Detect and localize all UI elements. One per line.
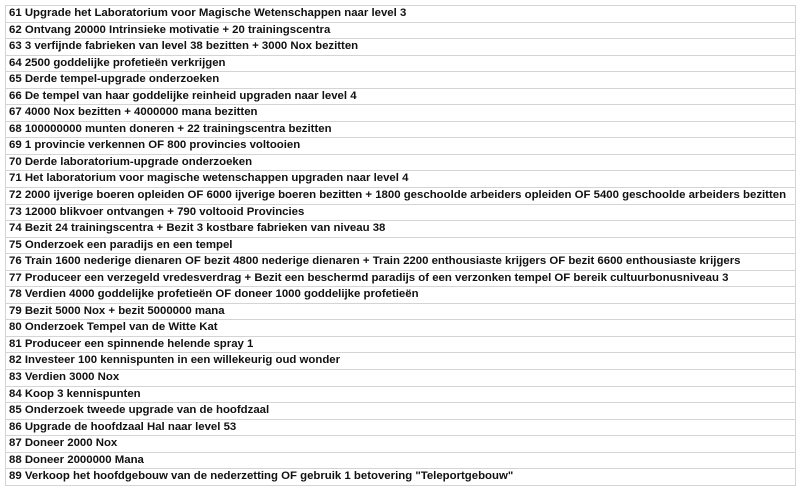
cell[interactable]: 78 Verdien 4000 goddelijke profetieën OF doneer 1000 goddelijke profetieën [6, 287, 796, 303]
cell[interactable]: 61 Upgrade het Laboratorium voor Magische Wetenschappen naar level 3 [6, 6, 796, 22]
cell[interactable]: 71 Het laboratorium voor magische wetenschappen upgraden naar level 4 [6, 171, 796, 187]
table-row [6, 387, 796, 404]
cell[interactable]: 79 Bezit 5000 Nox + bezit 5000000 mana [6, 304, 796, 320]
table-row [6, 420, 796, 437]
cell[interactable]: 63 3 verfijnde fabrieken van level 38 bezitten + 3000 Nox bezitten [6, 39, 796, 55]
cell[interactable]: 75 Onderzoek een paradijs en een tempel [6, 238, 796, 254]
cell[interactable]: 66 De tempel van haar goddelijke reinheid upgraden naar level 4 [6, 89, 796, 105]
cell[interactable]: 87 Doneer 2000 Nox [6, 436, 796, 452]
table-row [6, 221, 796, 238]
cell[interactable]: 88 Doneer 2000000 Mana [6, 453, 796, 469]
cell[interactable]: 76 Train 1600 nederige dienaren OF bezit 4800 nederige dienaren + Train 2200 enthousiaste krijgers OF bezit 6600 enthousiaste krijgers [6, 254, 796, 270]
table-row [6, 254, 796, 271]
cell[interactable]: 84 Koop 3 kennispunten [6, 387, 796, 403]
table-row [6, 155, 796, 172]
table-row [6, 453, 796, 470]
table-row [6, 6, 796, 23]
table-row [6, 105, 796, 122]
cell[interactable]: 64 2500 goddelijke profetieën verkrijgen [6, 56, 796, 72]
table-row [6, 56, 796, 73]
table-row [6, 39, 796, 56]
table-row [6, 205, 796, 222]
cell[interactable]: 82 Investeer 100 kennispunten in een willekeurig oud wonder [6, 353, 796, 369]
cell[interactable]: 65 Derde tempel-upgrade onderzoeken [6, 72, 796, 88]
cell[interactable]: 72 2000 ijverige boeren opleiden OF 6000 ijverige boeren bezitten + 1800 geschoolde arbeiders opleiden OF 5400 geschoolde arbeiders bezitten [6, 188, 796, 204]
cell[interactable]: 80 Onderzoek Tempel van de Witte Kat [6, 320, 796, 336]
table-row [6, 469, 796, 486]
cell[interactable]: 73 12000 blikvoer ontvangen + 790 voltooid Provincies [6, 205, 796, 221]
table-row [6, 353, 796, 370]
table-row [6, 403, 796, 420]
table-row [6, 304, 796, 321]
cell[interactable]: 83 Verdien 3000 Nox [6, 370, 796, 386]
cell[interactable]: 62 Ontvang 20000 Intrinsieke motivatie + 20 trainingscentra [6, 23, 796, 39]
table-row [6, 370, 796, 387]
table-row [6, 89, 796, 106]
cell[interactable]: 67 4000 Nox bezitten + 4000000 mana bezitten [6, 105, 796, 121]
table-row [6, 188, 796, 205]
cell[interactable]: 77 Produceer een verzegeld vredesverdrag + Bezit een beschermd paradijs of een verzonken tempel OF bereik cultuurbonusniveau 3 [6, 271, 796, 287]
table-row [6, 271, 796, 288]
table-row [6, 171, 796, 188]
cell[interactable]: 69 1 provincie verkennen OF 800 provincies voltooien [6, 138, 796, 154]
table-row [6, 436, 796, 453]
table-row [6, 138, 796, 155]
cell[interactable]: 81 Produceer een spinnende helende spray 1 [6, 337, 796, 353]
table-row [6, 23, 796, 40]
cell[interactable]: 68 100000000 munten doneren + 22 trainingscentra bezitten [6, 122, 796, 138]
table-row [6, 337, 796, 354]
table-row [6, 122, 796, 139]
cell[interactable]: 74 Bezit 24 trainingscentra + Bezit 3 kostbare fabrieken van niveau 38 [6, 221, 796, 237]
cell[interactable]: 86 Upgrade de hoofdzaal Hal naar level 53 [6, 420, 796, 436]
cell[interactable]: 85 Onderzoek tweede upgrade van de hoofdzaal [6, 403, 796, 419]
table-row [6, 320, 796, 337]
table-row [6, 72, 796, 89]
table-row [6, 238, 796, 255]
table-row [6, 287, 796, 304]
cell[interactable]: 89 Verkoop het hoofdgebouw van de nederzetting OF gebruik 1 betovering "Teleportgebouw" [6, 469, 796, 485]
cell[interactable]: 70 Derde laboratorium-upgrade onderzoeken [6, 155, 796, 171]
spreadsheet-grid [5, 5, 796, 486]
